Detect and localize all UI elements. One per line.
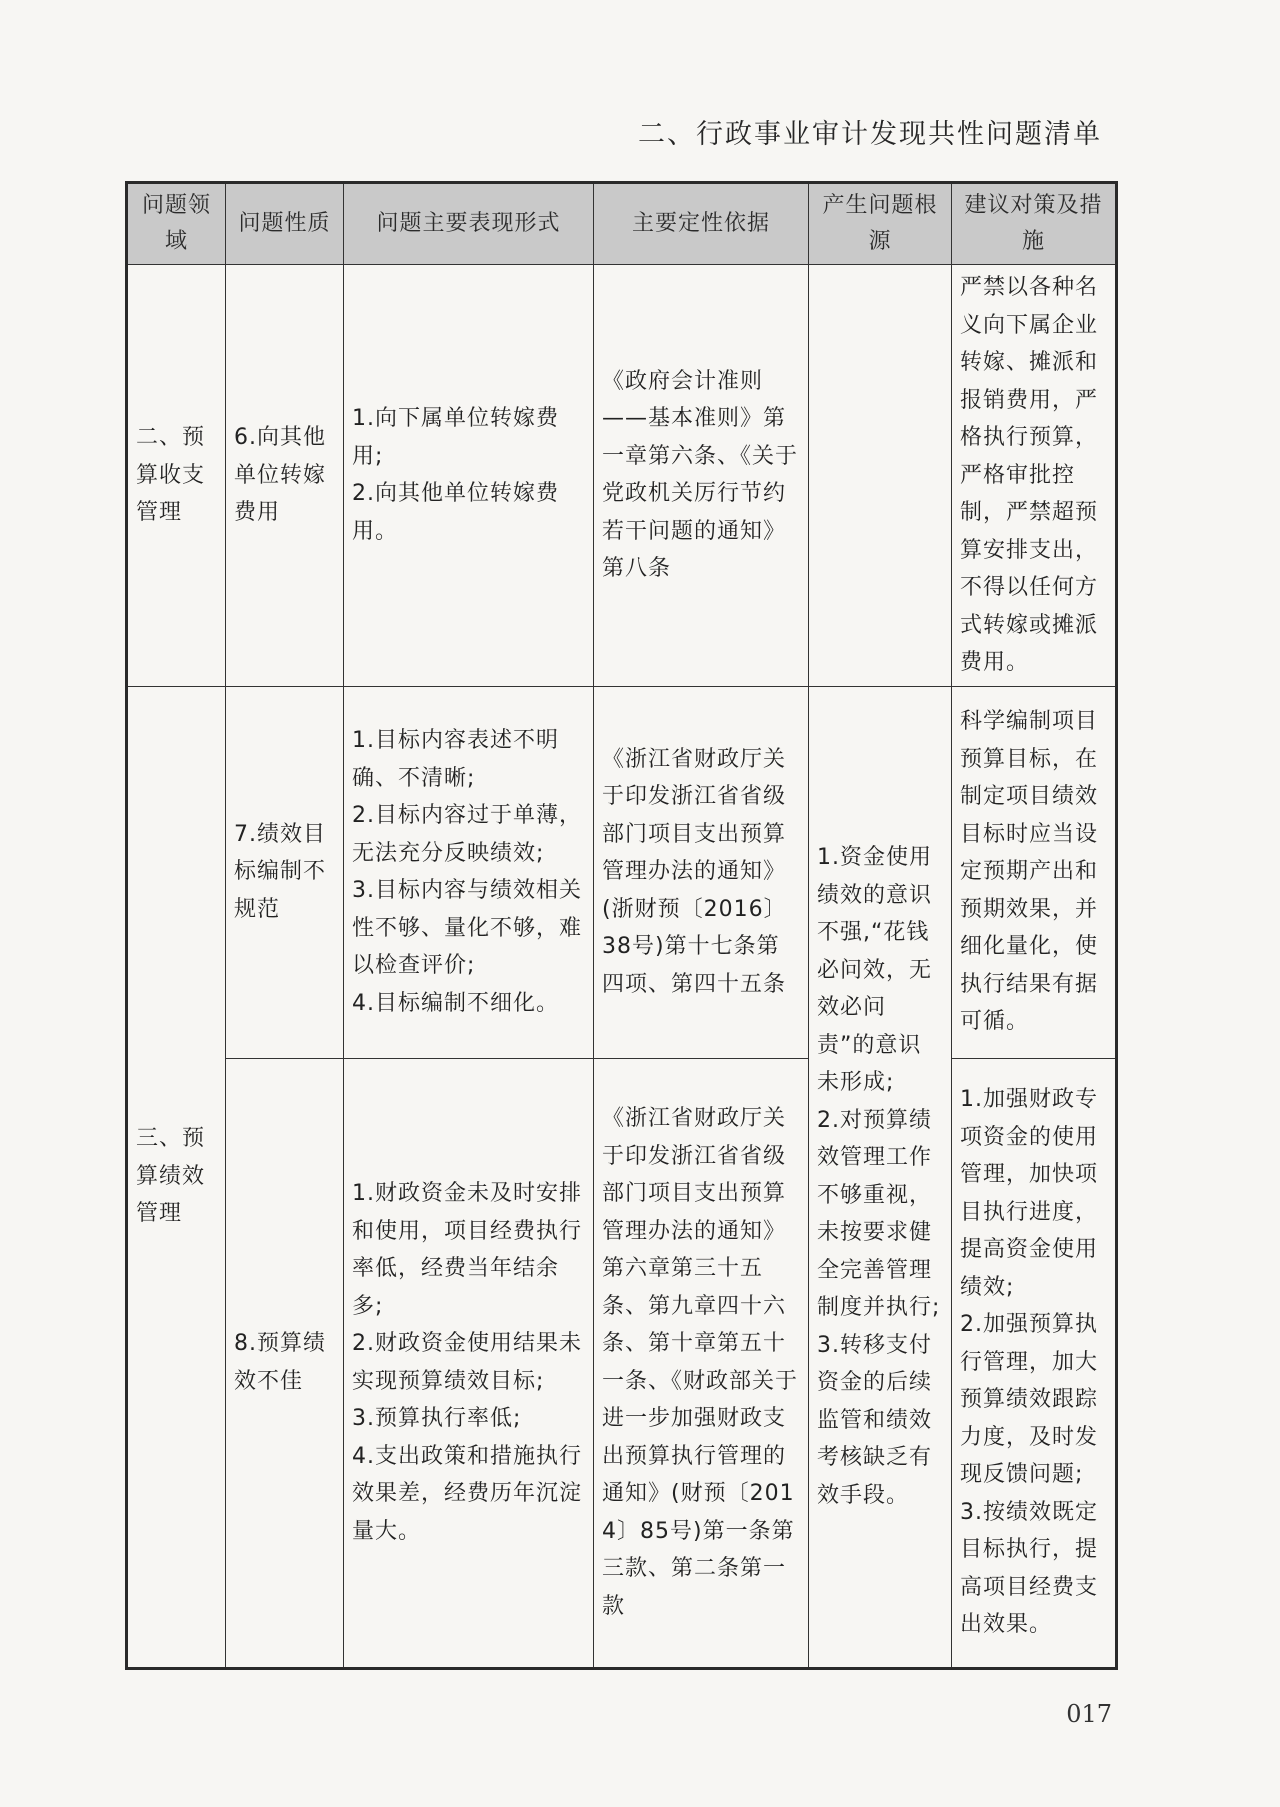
running-head-title: 二、行政事业审计发现共性问题清单: [638, 119, 1102, 150]
cell-root: [809, 686, 952, 1668]
cell-nature: 8.预算绩效不佳: [226, 1058, 344, 1668]
header-forms: 问题主要表现形式: [344, 183, 594, 265]
cell-area: 三、预算绩效管理: [127, 686, 226, 1668]
cell-forms: [344, 265, 594, 687]
header-basis: 主要定性依据: [594, 183, 809, 265]
header-suggestion: 建议对策及措施: [952, 183, 1117, 265]
cell-nature: 6.向其他单位转嫁费用: [226, 265, 344, 687]
suggestion-item: 3.按绩效既定目标执行，提高项目经费支出效果。: [960, 1499, 1099, 1638]
form-item: 2.向其他单位转嫁费用。: [352, 481, 559, 544]
cell-suggestion: 严禁以各种名义向下属企业转嫁、摊派和报销费用，严格执行预算，严格审批控制，严禁超预算安排支出，不得以任何方式转嫁或摊派费用。: [952, 265, 1117, 687]
root-item: 2.对预算绩效管理工作不够重视，未按要求健全完善管理制度并执行;: [817, 1107, 941, 1320]
table-row: [127, 686, 1117, 1058]
root-item: 1.资金使用绩效的意识不强,“花钱必问效，无效必问责”的意识未形成;: [817, 845, 933, 1095]
cell-basis: 《政府会计准则——基本准则》第一章第六条、《关于党政机关厉行节约若干问题的通知》第八条: [594, 265, 809, 687]
cell-suggestion: [952, 1058, 1117, 1668]
root-item: 3.转移支付资金的后续监管和绩效考核缺乏有效手段。: [817, 1332, 933, 1508]
header-nature: 问题性质: [226, 183, 344, 265]
form-item: 4.目标编制不细化。: [352, 990, 559, 1016]
form-item: 2.目标内容过于单薄，无法充分反映绩效;: [352, 803, 582, 866]
form-item: 4.支出政策和措施执行效果差，经费历年沉淀量大。: [352, 1443, 583, 1544]
form-item: 3.预算执行率低;: [352, 1406, 522, 1431]
cell-nature: 7.绩效目标编制不规范: [226, 686, 344, 1058]
form-item: 2.财政资金使用结果未实现预算绩效目标;: [352, 1331, 582, 1394]
cell-forms: [344, 686, 594, 1058]
cell-root: [809, 265, 952, 687]
cell-area: 二、预算收支管理: [127, 265, 226, 687]
table-header-row: [127, 183, 1117, 265]
form-item: 1.向下属单位转嫁费用;: [352, 406, 559, 469]
page-number: 017: [1066, 1700, 1112, 1728]
cell-basis: 《浙江省财政厅关于印发浙江省省级部门项目支出预算管理办法的通知》(浙财预〔2016〕38号)第十七条第四项、第四十五条: [594, 686, 809, 1058]
cell-forms: [344, 1058, 594, 1668]
suggestion-item: 2.加强预算执行管理，加大预算绩效跟踪力度，及时发现反馈问题;: [960, 1312, 1099, 1488]
suggestion-item: 1.加强财政专项资金的使用管理，加快项目执行进度，提高资金使用绩效;: [960, 1087, 1099, 1300]
table-row: [127, 265, 1117, 687]
header-area: 问题领域: [127, 183, 226, 265]
form-item: 3.目标内容与绩效相关性不够、量化不够，难以检查评价;: [352, 878, 583, 978]
header-root: 产生问题根源: [809, 183, 952, 265]
form-item: 1.目标内容表述不明确、不清晰;: [352, 728, 559, 791]
cell-basis: 《浙江省财政厅关于印发浙江省省级部门项目支出预算管理办法的通知》第六章第三十五条、第九章四十六条、第十章第五十一条、《财政部关于进一步加强财政支出预算执行管理的通知》(财预〔2014〕85号)第一条第三款、第二条第一款: [594, 1058, 809, 1668]
cell-suggestion: 科学编制项目预算目标，在制定项目绩效目标时应当设定预期产出和预期效果，并细化量化，使执行结果有据可循。: [952, 686, 1117, 1058]
form-item: 1.财政资金未及时安排和使用，项目经费执行率低，经费当年结余多;: [352, 1181, 583, 1319]
audit-issues-table: [125, 181, 1118, 1670]
table-row: [127, 1058, 1117, 1668]
